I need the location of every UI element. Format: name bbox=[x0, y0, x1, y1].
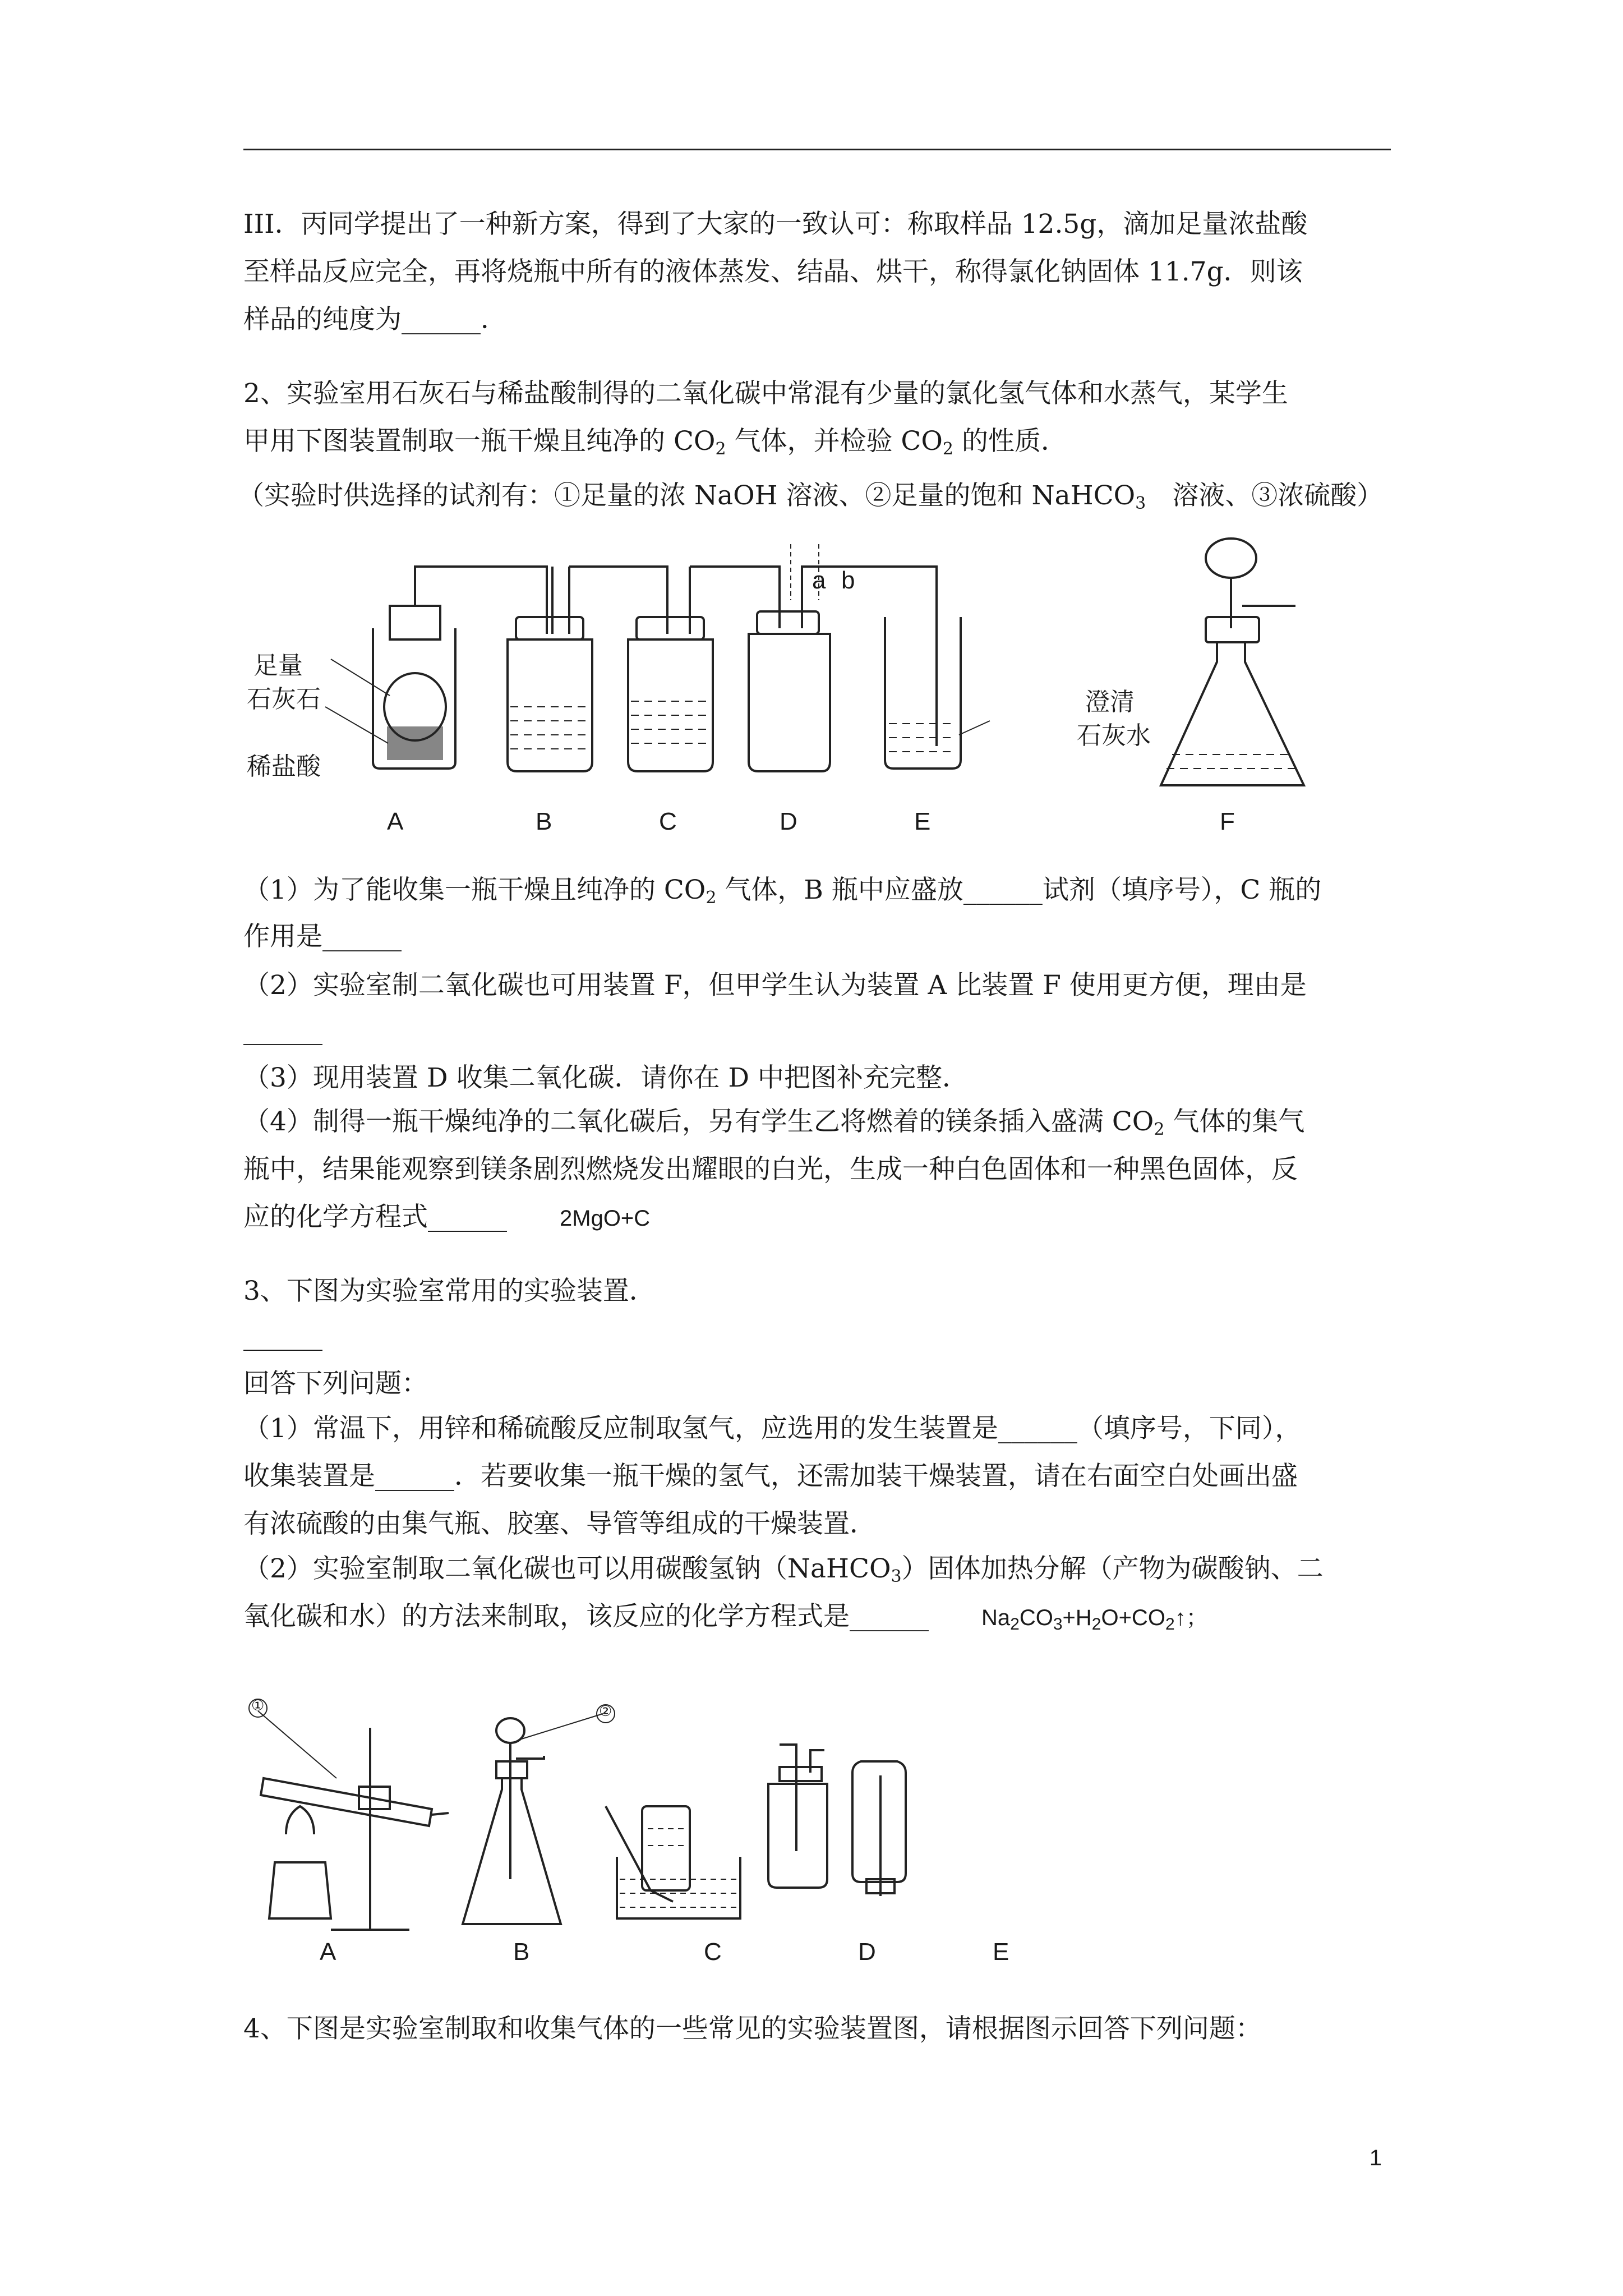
q2-reagents: （实验时供选择的试剂有：①足量的浓 NaOH 溶液、②足量的饱和 NaHCO$_3$ 溶液、③浓硫酸） bbox=[238, 480, 1384, 513]
q2-sub1-line2: 作用是______ bbox=[243, 921, 402, 952]
apparatus-f-funnel bbox=[1206, 539, 1256, 578]
fig2-letter-c: C bbox=[659, 808, 677, 835]
q4-line1: 4、下图是实验室制取和收集气体的一些常见的实验装置图，请根据图示回答下列问题： bbox=[243, 2013, 1262, 2044]
label-limestone-1: 足量 bbox=[253, 652, 303, 679]
apparatus-b-stopper bbox=[516, 617, 583, 639]
apparatus-b-bottle bbox=[508, 639, 592, 771]
q3-line1: 3、下图为实验室常用的实验装置． bbox=[243, 1276, 656, 1306]
fig3-letter-e: E bbox=[993, 1938, 1009, 1966]
q2-sub3: （3）现用装置 D 收集二氧化碳．请你在 D 中把图补充完整． bbox=[243, 1062, 969, 1093]
q3-sub1-line1: （1）常温下，用锌和稀硫酸反应制取氢气，应选用的发生装置是______（填序号，下同）， bbox=[243, 1413, 1302, 1444]
apparatus-d-bottle bbox=[749, 634, 830, 771]
q2-sub4-line2: 瓶中，结果能观察到镁条剧烈燃烧发出耀眼的白光，生成一种白色固体和一种黑色固体，反 bbox=[243, 1154, 1298, 1185]
q2-line1: 2、实验室用石灰石与稀盐酸制得的二氧化碳中常混有少量的氯化氢气体和水蒸气，某学生 bbox=[243, 378, 1288, 409]
apparatus-e-beaker bbox=[885, 617, 961, 769]
q3-sub1-line3: 有浓硫酸的由集气瓶、胶塞、导管等组成的干燥装置． bbox=[243, 1508, 876, 1539]
q2-sub2-line1: （2）实验室制二氧化碳也可用装置 F，但甲学生认为装置 A 比装置 F 使用更方便，理由是 bbox=[243, 970, 1307, 1001]
circle-label-1: ① bbox=[251, 1697, 265, 1714]
q3-apparatus-figure bbox=[247, 1694, 1088, 1958]
q3-b-flask bbox=[463, 1778, 561, 1924]
fig2-letter-d: D bbox=[780, 808, 797, 835]
apparatus-c-stopper bbox=[637, 617, 704, 639]
q3-sub2-line1: （2）实验室制取二氧化碳也可以用碳酸氢钠（NaHCO$_3$）固体加热分解（产物为碳酸钠、二 bbox=[243, 1553, 1324, 1586]
q3-sub1-line2: 收集装置是______．若要收集一瓶干燥的氢气，还需加装干燥装置，请在右面空白处画出盛 bbox=[243, 1461, 1298, 1492]
label-limewater-1: 澄清 bbox=[1085, 688, 1135, 716]
q3-sub2-line2: 氧化碳和水）的方法来制取，该反应的化学方程式是______ $Na_2CO_3+H_2O+CO_2↑$； bbox=[243, 1601, 1209, 1634]
label-b: b bbox=[841, 567, 855, 594]
fig3-letter-d: D bbox=[858, 1938, 876, 1966]
fig2-letter-a: A bbox=[387, 808, 404, 835]
label-a: a bbox=[812, 567, 826, 594]
q2-sub1-line1: （1）为了能收集一瓶干燥且纯净的 $CO_2$ 气体，B 瓶中应盛放______试剂（填序号），C 瓶的 bbox=[243, 875, 1322, 908]
q3-a-test-tube bbox=[261, 1778, 432, 1826]
label-dilute-acid: 稀盐酸 bbox=[247, 753, 321, 780]
fig2-letter-e: E bbox=[914, 808, 931, 835]
apparatus-d-stopper bbox=[757, 611, 819, 634]
apparatus-f-flask bbox=[1161, 642, 1304, 785]
label-limewater-2: 石灰水 bbox=[1077, 722, 1151, 749]
p3-line1: III．丙同学提出了一种新方案，得到了大家的一致认可：称取样品 12.5g，滴加足量浓盐酸 bbox=[243, 209, 1308, 240]
circle-label-2: ② bbox=[599, 1703, 612, 1719]
q2-sub4-line1: （4）制得一瓶干燥纯净的二氧化碳后，另有学生乙将燃着的镁条插入盛满 $CO_2$ 气体的集气 bbox=[243, 1106, 1305, 1139]
label-limestone-2: 石灰石 bbox=[247, 685, 321, 713]
q3-c-bottle bbox=[642, 1806, 690, 1890]
p3-line3: 样品的纯度为______． bbox=[243, 304, 507, 335]
q3-a-burner bbox=[269, 1862, 331, 1918]
apparatus-a-stopper bbox=[390, 606, 440, 639]
q2-sub4-line3: 应的化学方程式______ 2MgO+C bbox=[243, 1202, 651, 1232]
apparatus-c-bottle bbox=[628, 639, 713, 771]
q3-blank: ______ bbox=[243, 1320, 322, 1351]
page-number: 1 bbox=[1369, 2146, 1382, 2170]
header-rule bbox=[243, 149, 1391, 150]
q2-sub2-line2: ______ bbox=[243, 1015, 322, 1046]
q3-b-funnel bbox=[496, 1718, 524, 1743]
p3-line2: 至样品反应完全，再将烧瓶中所有的液体蒸发、结晶、烘干，称得氯化钠固体 11.7g．则该 bbox=[243, 256, 1303, 287]
fig2-letter-f: F bbox=[1220, 808, 1235, 835]
q3-e-bottle bbox=[852, 1761, 906, 1882]
q3-d-bottle bbox=[768, 1784, 827, 1888]
fig3-letter-c: C bbox=[704, 1938, 722, 1966]
q2-line2: 甲用下图装置制取一瓶干燥且纯净的 $CO_2$ 气体，并检验 $CO_2$ 的性质． bbox=[243, 426, 1067, 459]
fig2-letter-b: B bbox=[536, 808, 552, 835]
fig3-letter-a: A bbox=[320, 1938, 336, 1966]
q3-line2: 回答下列问题： bbox=[243, 1368, 428, 1399]
fig3-letter-b: B bbox=[513, 1938, 530, 1966]
q3-c-trough bbox=[617, 1857, 740, 1918]
